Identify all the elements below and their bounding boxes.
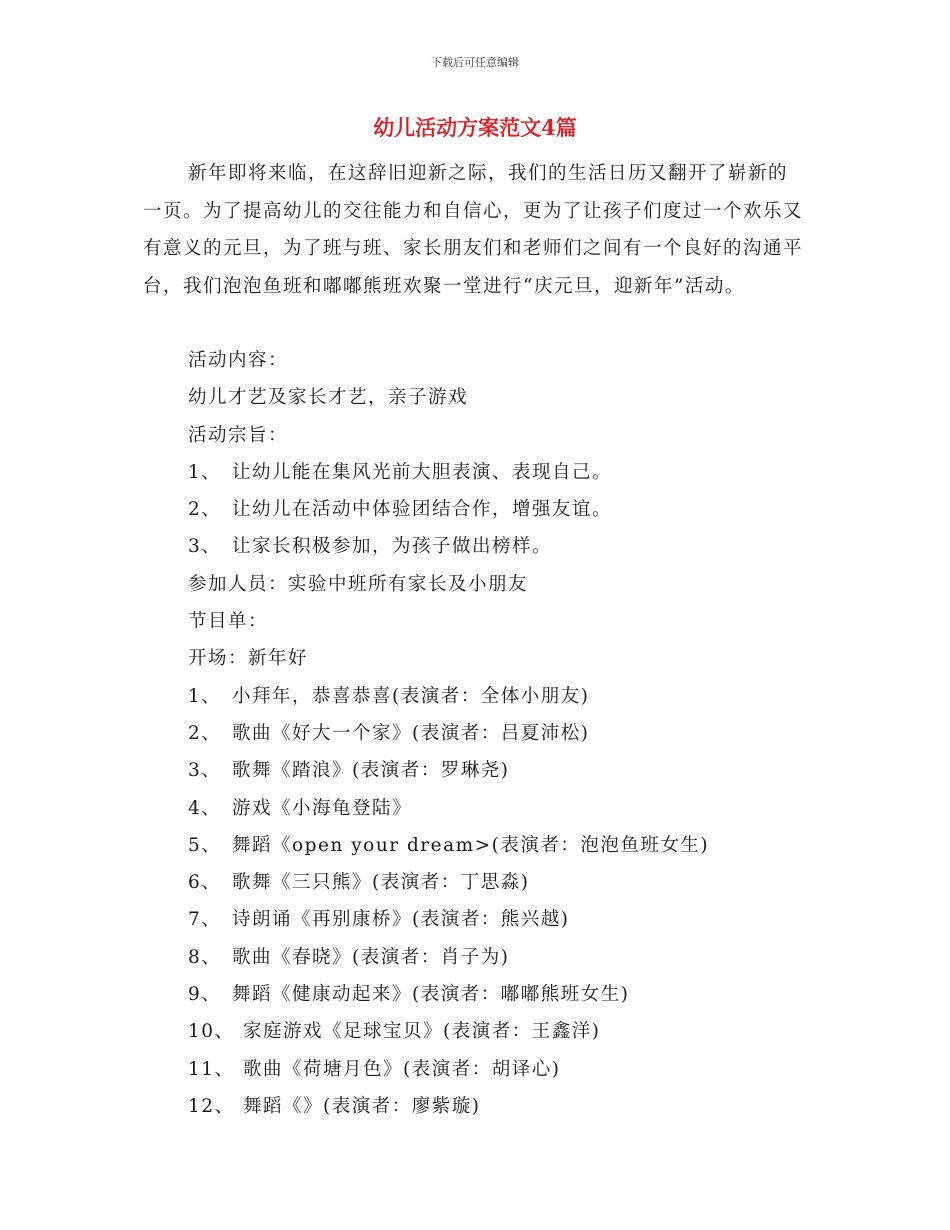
- purpose-number: 2、: [188, 499, 222, 521]
- program-number: 2、: [188, 722, 222, 744]
- program-number: 1、: [188, 685, 222, 707]
- opening-line: 开场：新年好: [188, 648, 309, 670]
- program-number: 10、: [188, 1021, 235, 1043]
- program-text: 歌舞《踏浪》(表演者：罗琳尧): [232, 760, 510, 782]
- program-item: [188, 976, 828, 1013]
- program-item: [188, 939, 828, 976]
- program-item: [188, 864, 828, 901]
- purpose-item: [188, 528, 828, 565]
- program-text: 舞蹈《open your dream>(表演者：泡泡鱼班女生): [232, 834, 710, 856]
- program-label: 节目单：: [188, 611, 269, 633]
- program-item: [188, 1013, 828, 1050]
- program-number: 9、: [188, 984, 222, 1006]
- header-note: 下载后可任意编辑: [431, 56, 519, 69]
- program-item: [188, 901, 828, 938]
- document-body: [188, 342, 828, 1125]
- activity-content-label: 活动内容：: [188, 350, 289, 371]
- purpose-item: [188, 454, 828, 491]
- program-item: [188, 678, 828, 715]
- participants-line: 参加人员：实验中班所有家长及小朋友: [188, 573, 529, 595]
- program-text: 舞蹈《健康动起来》(表演者：嘟嘟熊班女生): [232, 984, 630, 1006]
- program-number: 8、: [188, 946, 222, 968]
- purpose-number: 1、: [188, 461, 222, 483]
- program-number: 6、: [188, 872, 222, 894]
- program-item: [188, 1088, 828, 1125]
- program-number: 11、: [188, 1058, 235, 1080]
- program-number: 5、: [188, 834, 222, 856]
- purpose-item: [188, 491, 828, 528]
- intro-paragraph: 新年即将来临，在这辞旧迎新之际，我们的生活日历又翻开了崭新的一页。为了提高幼儿的交往能力和自信心，更为了让孩子们度过一个欢乐又有意义的元旦，为了班与班、家长朋友们和老师们之间有一个良好的沟通平台，我们泡泡鱼班和嘟嘟熊班欢聚一堂进行“庆元旦，迎新年”活动。: [143, 163, 804, 297]
- program-text: 家庭游戏《足球宝贝》(表演者：王鑫洋): [243, 1021, 601, 1043]
- program-text: 歌曲《春晓》(表演者：肖子为): [232, 946, 510, 968]
- program-item: [188, 752, 828, 789]
- program-text: 游戏《小海龟登陆》: [232, 797, 413, 819]
- activity-content: 幼儿才艺及家长才艺，亲子游戏: [188, 387, 469, 409]
- purpose-label: 活动宗旨：: [188, 424, 289, 446]
- program-text: 歌曲《荷塘月色》(表演者：胡译心): [243, 1058, 561, 1080]
- program-number: 12、: [188, 1095, 235, 1117]
- program-item: [188, 1051, 828, 1088]
- program-text: 歌曲《好大一个家》(表演者：吕夏沛松): [232, 722, 590, 744]
- program-number: 4、: [188, 797, 222, 819]
- purpose-text: 让家长积极参加，为孩子做出榜样。: [232, 536, 553, 558]
- program-text: 诗朗诵《再别康桥》(表演者：熊兴越): [232, 909, 570, 931]
- program-text: 小拜年，恭喜恭喜(表演者：全体小朋友): [232, 685, 590, 707]
- program-number: 7、: [188, 909, 222, 931]
- program-item: [188, 790, 828, 827]
- document-title: 幼儿活动方案范文4篇: [373, 115, 577, 140]
- purpose-text: 让幼儿能在集风光前大胆表演、表现自己。: [232, 461, 613, 483]
- program-item: [188, 827, 828, 864]
- program-item: [188, 715, 828, 752]
- purpose-number: 3、: [188, 536, 222, 558]
- purpose-text: 让幼儿在活动中体验团结合作，增强友谊。: [232, 499, 613, 521]
- program-number: 3、: [188, 760, 222, 782]
- program-text: 歌舞《三只熊》(表演者：丁思淼): [232, 872, 530, 894]
- program-text: 舞蹈《》(表演者：廖紫璇): [243, 1095, 481, 1117]
